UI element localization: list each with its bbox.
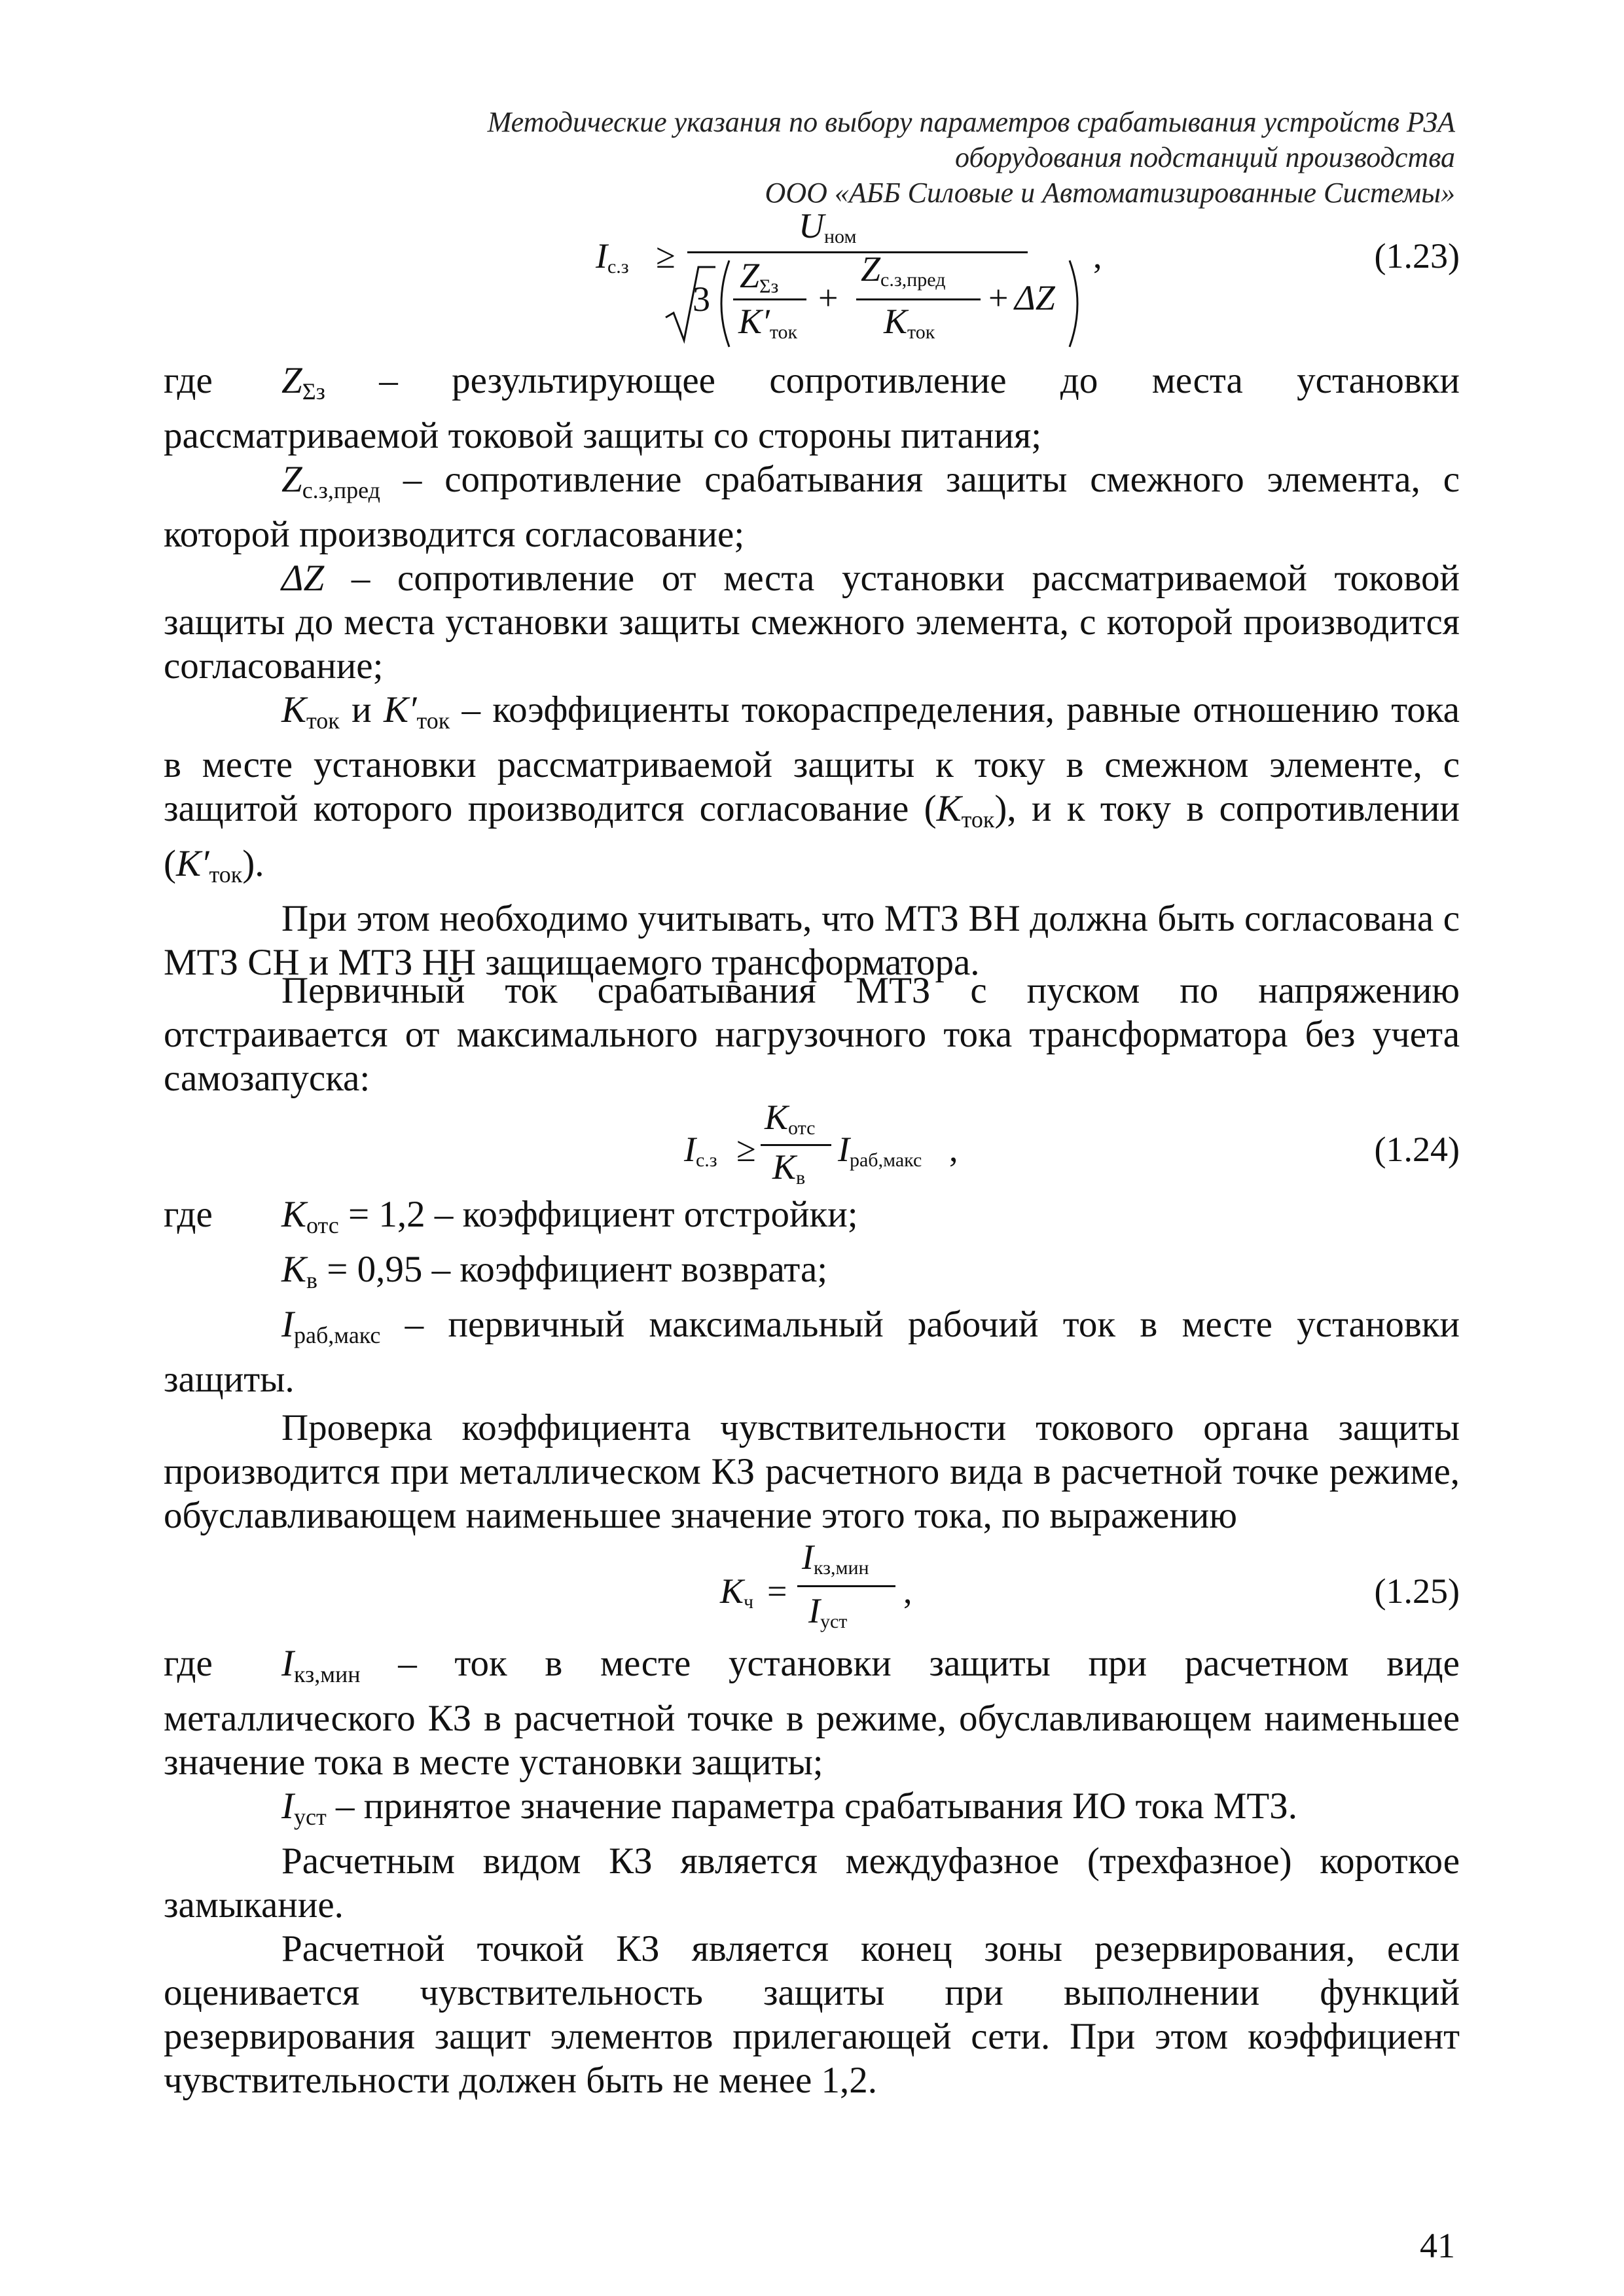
f123-numerator: Uном [799,206,857,247]
formula-1-25 [164,1538,1460,1643]
f124-relation: ≥ [736,1130,756,1169]
f123-t1-num: ZΣз [740,256,779,297]
def-i-kz-min: где $I_{кз,мин}$ – ток в месте установки защиты при расчетном виде металлического КЗ в расчетной точке в режиме, обуславливающем наименьшее значение тока в месте установки защиты; [164,1643,1460,1783]
equation-number-1-24: (1.24) [1374,1130,1460,1169]
formula-1-24 [164,1100,1460,1204]
explanation-block-3 [164,1641,1460,2102]
def-z-sz-pred: $Z_{с.з,пред}$ – сопротивление срабатывания защиты смежного элемента, с которой производится согласование; [164,459,1460,555]
f123-sqrt-arg: 3 [693,279,710,319]
explanation-block-2 [164,1193,1460,1401]
def-i-ust: $I_{уст}$ – принятое значение параметра срабатывания ИО тока МТЗ. [281,1785,1298,1830]
equation-number-1-23: (1.23) [1374,236,1460,276]
header-line-2: оборудования подстанций производства [955,141,1455,173]
paragraph-fault-type: Расчетным видом КЗ является междуфазное (трехфазное) короткое замыкание. [164,1840,1460,1926]
f125-den: Iуст [808,1591,848,1632]
f123-t1-den: K′ток [738,302,798,343]
f124-lhs: Iс.з [684,1130,717,1171]
note-mtz-coordination: При этом необходимо учитывать, что МТЗ ВН должна быть согласована с МТЗ СН и МТЗ НН защищаемого трансформатора. [164,898,1460,983]
formula-1-23 [164,206,1460,353]
paragraph-sensitivity-check: Проверка коэффициента чувствительности токового органа защиты производится при металлическом КЗ расчетного вида в расчетной точке режиме, обуславливающем наименьшее значение этого тока, по выражению [164,1407,1460,1536]
f125-bar [797,1585,895,1587]
f124-num: Kотс [765,1098,816,1139]
page-number: 41 [1420,2226,1455,2265]
header-line-3: ООО «АББ Силовые и Автоматизированные Системы» [765,177,1455,209]
def-k-ots: где $K_{отс} = 1,2$ – коэффициент отстройки; [164,1194,858,1238]
def-k-tok: $K_{ток}$ и $K'_{ток}$ – коэффициенты токораспределения, равные отношению тока в месте установки рассматриваемой защиты к току в смежном элементе, с защитой которого производится согласование $(K_{ток})$, и к току в сопротивлении $(K'_{ток})$. [164,689,1460,888]
f123-t2-bar [856,298,981,300]
paragraph-fault-point: Расчетной точкой КЗ является конец зоны резервирования, если оценивается чувствительность защиты при выполнении функций резервирования защит элементов прилегающей сети. При этом коэффициент чувствительности должен быть не менее 1,2. [164,1928,1460,2101]
def-i-rab-maks: $I_{раб,макс}$ – первичный максимальный рабочий ток в месте установки защиты. [164,1304,1460,1400]
left-paren-icon [712,258,732,350]
f123-comma: , [1093,236,1102,276]
f125-relation: = [767,1571,787,1611]
f124-rhs: Iраб,макс [838,1130,922,1171]
f124-comma: , [949,1130,958,1169]
f123-delta-z: ΔZ [1015,278,1055,317]
paragraph-primary-current: Первичный ток срабатывания МТЗ с пуском по напряжению отстраивается от максимального нагрузочного тока трансформатора без учета самозапуска: [164,970,1460,1099]
def-z-sigma: где $Z_{\Sigma з}$ – результирующее сопротивление до места установки [164,360,1460,404]
f123-lhs: Iс.з [596,236,629,278]
header-line-1: Методические указания по выбору параметров срабатывания устройств РЗА [487,106,1455,138]
f125-lhs: Kч [720,1571,754,1613]
f123-relation: ≥ [656,236,676,276]
f124-bar [761,1144,831,1146]
right-paren-icon [1067,258,1087,350]
f124-den: Kв [772,1147,806,1189]
f123-t2-den: Kток [884,302,935,343]
def-k-v: $K_в = 0,95$ – коэффициент возврата; [281,1249,828,1293]
running-header [342,105,1455,211]
f125-num: Iкз,мин [802,1537,869,1579]
f123-plus-1: + [818,278,839,317]
f125-comma: , [903,1571,912,1611]
f123-t2-num: Zс.з,пред [861,249,946,291]
def-z-sigma-cont: рассматриваемой токовой защиты со стороны питания; [164,415,1042,456]
f123-main-bar [687,251,1028,253]
explanation-block-1 [164,359,1460,984]
f123-plus-2: + [988,278,1009,317]
f123-t1-bar [733,298,806,300]
def-delta-z: ΔZ – сопротивление от места установки рассматриваемой токовой защиты до места установки защиты смежного элемента, с которой производится согласование; [164,558,1460,687]
equation-number-1-25: (1.25) [1374,1571,1460,1611]
